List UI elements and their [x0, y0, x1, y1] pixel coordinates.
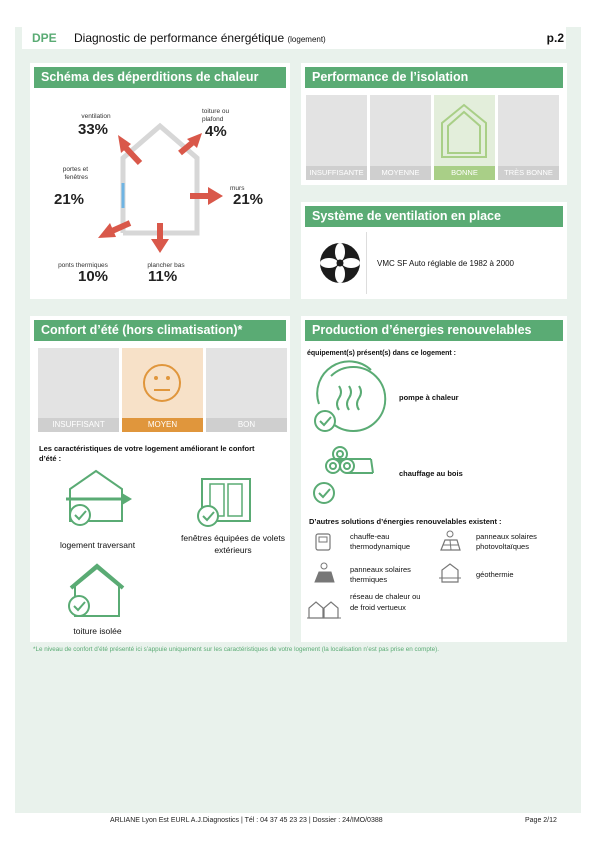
- ponts-label: ponts thermiques: [58, 262, 108, 269]
- feature-toiture: toiture isolée: [73, 626, 122, 636]
- present-intro: équipement(s) présent(s) dans ce logement :: [307, 350, 456, 357]
- house-outline-icon: [123, 126, 197, 233]
- geothermal-icon: [439, 562, 461, 584]
- page-title: [74, 31, 326, 45]
- footnote: *Le niveau de confort d’été présenté ici s’appuie uniquement sur les caractéristiques de votre logement (la localisation n’est pas prise en compte).: [33, 646, 440, 653]
- isolation-title: Performance de l’isolation: [305, 67, 563, 88]
- confort-level-insuffisant: [38, 348, 119, 432]
- confort-level-label: INSUFFISANT: [38, 418, 119, 432]
- confort-title: Confort d’été (hors climatisation)*: [34, 320, 286, 341]
- isolation-level-label: TRÈS BONNE: [498, 166, 559, 180]
- plancher-label: plancher bas: [147, 262, 185, 269]
- heat-pump-icon: [311, 364, 391, 434]
- renouvelables-title: Production d’énergies renouvelables: [305, 320, 563, 341]
- ventilation-text: VMC SF Auto réglable de 1982 à 2000: [377, 259, 514, 268]
- toiture-icon: [67, 564, 127, 624]
- isolation-level-bonne: [434, 95, 495, 180]
- others-intro: D’autres solutions d’énergies renouvelables existent :: [309, 517, 502, 526]
- other-solaires-thermiques: panneaux solaires thermiques: [350, 565, 411, 584]
- ventilation-value: 33%: [78, 121, 109, 138]
- isolation-panel: [301, 63, 567, 185]
- plancher-value: 11%: [148, 268, 178, 285]
- murs-label: murs: [230, 185, 245, 192]
- pv-panels-icon: [439, 530, 461, 552]
- feature-volets: fenêtres équipées de volets extérieurs: [181, 533, 285, 555]
- volets-icon: [196, 474, 256, 534]
- other-geothermie: géothermie: [476, 570, 514, 579]
- present-pompe: pompe à chaleur: [399, 393, 459, 402]
- other-reseau: réseau de chaleur ou de froid vertueux: [350, 592, 421, 612]
- feature-traversant: logement traversant: [59, 540, 136, 550]
- deperditions-panel: [30, 63, 290, 299]
- footer-text: ARLIANE Lyon Est EURL A.J.Diagnostics | Tél : 04 37 45 23 23 | Dossier : 24/IMO/0388: [110, 817, 383, 824]
- house-icon: [434, 95, 495, 165]
- wood-heating-icon: [311, 446, 391, 506]
- heat-network-icon: [307, 598, 341, 620]
- murs-value: 21%: [233, 191, 264, 208]
- confort-rating: [38, 348, 287, 432]
- isolation-level-insuffisante: [306, 95, 367, 180]
- page-number: p.2: [546, 31, 564, 45]
- confort-level-label: MOYEN: [122, 418, 203, 432]
- water-heater-icon: [313, 532, 333, 552]
- isolation-level-moyenne: [370, 95, 431, 180]
- isolation-level-label: MOYENNE: [370, 166, 431, 180]
- ventilation-panel: [301, 202, 567, 299]
- heat-loss-arrows: [98, 133, 223, 253]
- renouvelables-panel: [301, 316, 567, 642]
- ventilation-icon-box: [307, 232, 367, 294]
- ventilation-title: Système de ventilation en place: [305, 206, 563, 227]
- portes-value: 21%: [54, 191, 85, 208]
- toiture-label: toiture ou plafond: [202, 108, 230, 123]
- confort-level-bon: [206, 348, 287, 432]
- ventilation-label: ventilation: [81, 113, 111, 120]
- deperditions-title: Schéma des déperditions de chaleur: [34, 67, 286, 88]
- portes-label: portes et fenêtres: [62, 166, 88, 181]
- other-photovoltaiques: panneaux solaires photovoltaïques: [476, 532, 537, 551]
- solar-thermal-icon: [313, 562, 335, 584]
- fan-icon: [307, 232, 367, 294]
- page-title-small: (logement): [287, 35, 326, 44]
- dpe-tag: DPE: [32, 31, 57, 45]
- footer-page: Page 2/12: [525, 817, 557, 824]
- isolation-level-tres-bonne: [498, 95, 559, 180]
- neutral-face-icon: [122, 348, 203, 418]
- isolation-level-label: BONNE: [434, 166, 495, 180]
- isolation-rating: [306, 95, 559, 180]
- confort-level-label: BON: [206, 418, 287, 432]
- ponts-value: 10%: [78, 268, 109, 285]
- toiture-value: 4%: [205, 123, 227, 140]
- isolation-level-label: INSUFFISANTE: [306, 166, 367, 180]
- confort-panel: [30, 316, 290, 642]
- confort-level-moyen: [122, 348, 203, 432]
- present-bois: chauffage au bois: [399, 469, 463, 478]
- confort-intro: Les caractéristiques de votre logement améliorant le confort d’été :: [39, 444, 255, 463]
- traversant-icon: [66, 469, 136, 529]
- page-title-text: Diagnostic de performance énergétique: [74, 31, 285, 45]
- other-chauffe-eau: chauffe-eau thermodynamique: [350, 532, 411, 551]
- page-header: [22, 27, 566, 49]
